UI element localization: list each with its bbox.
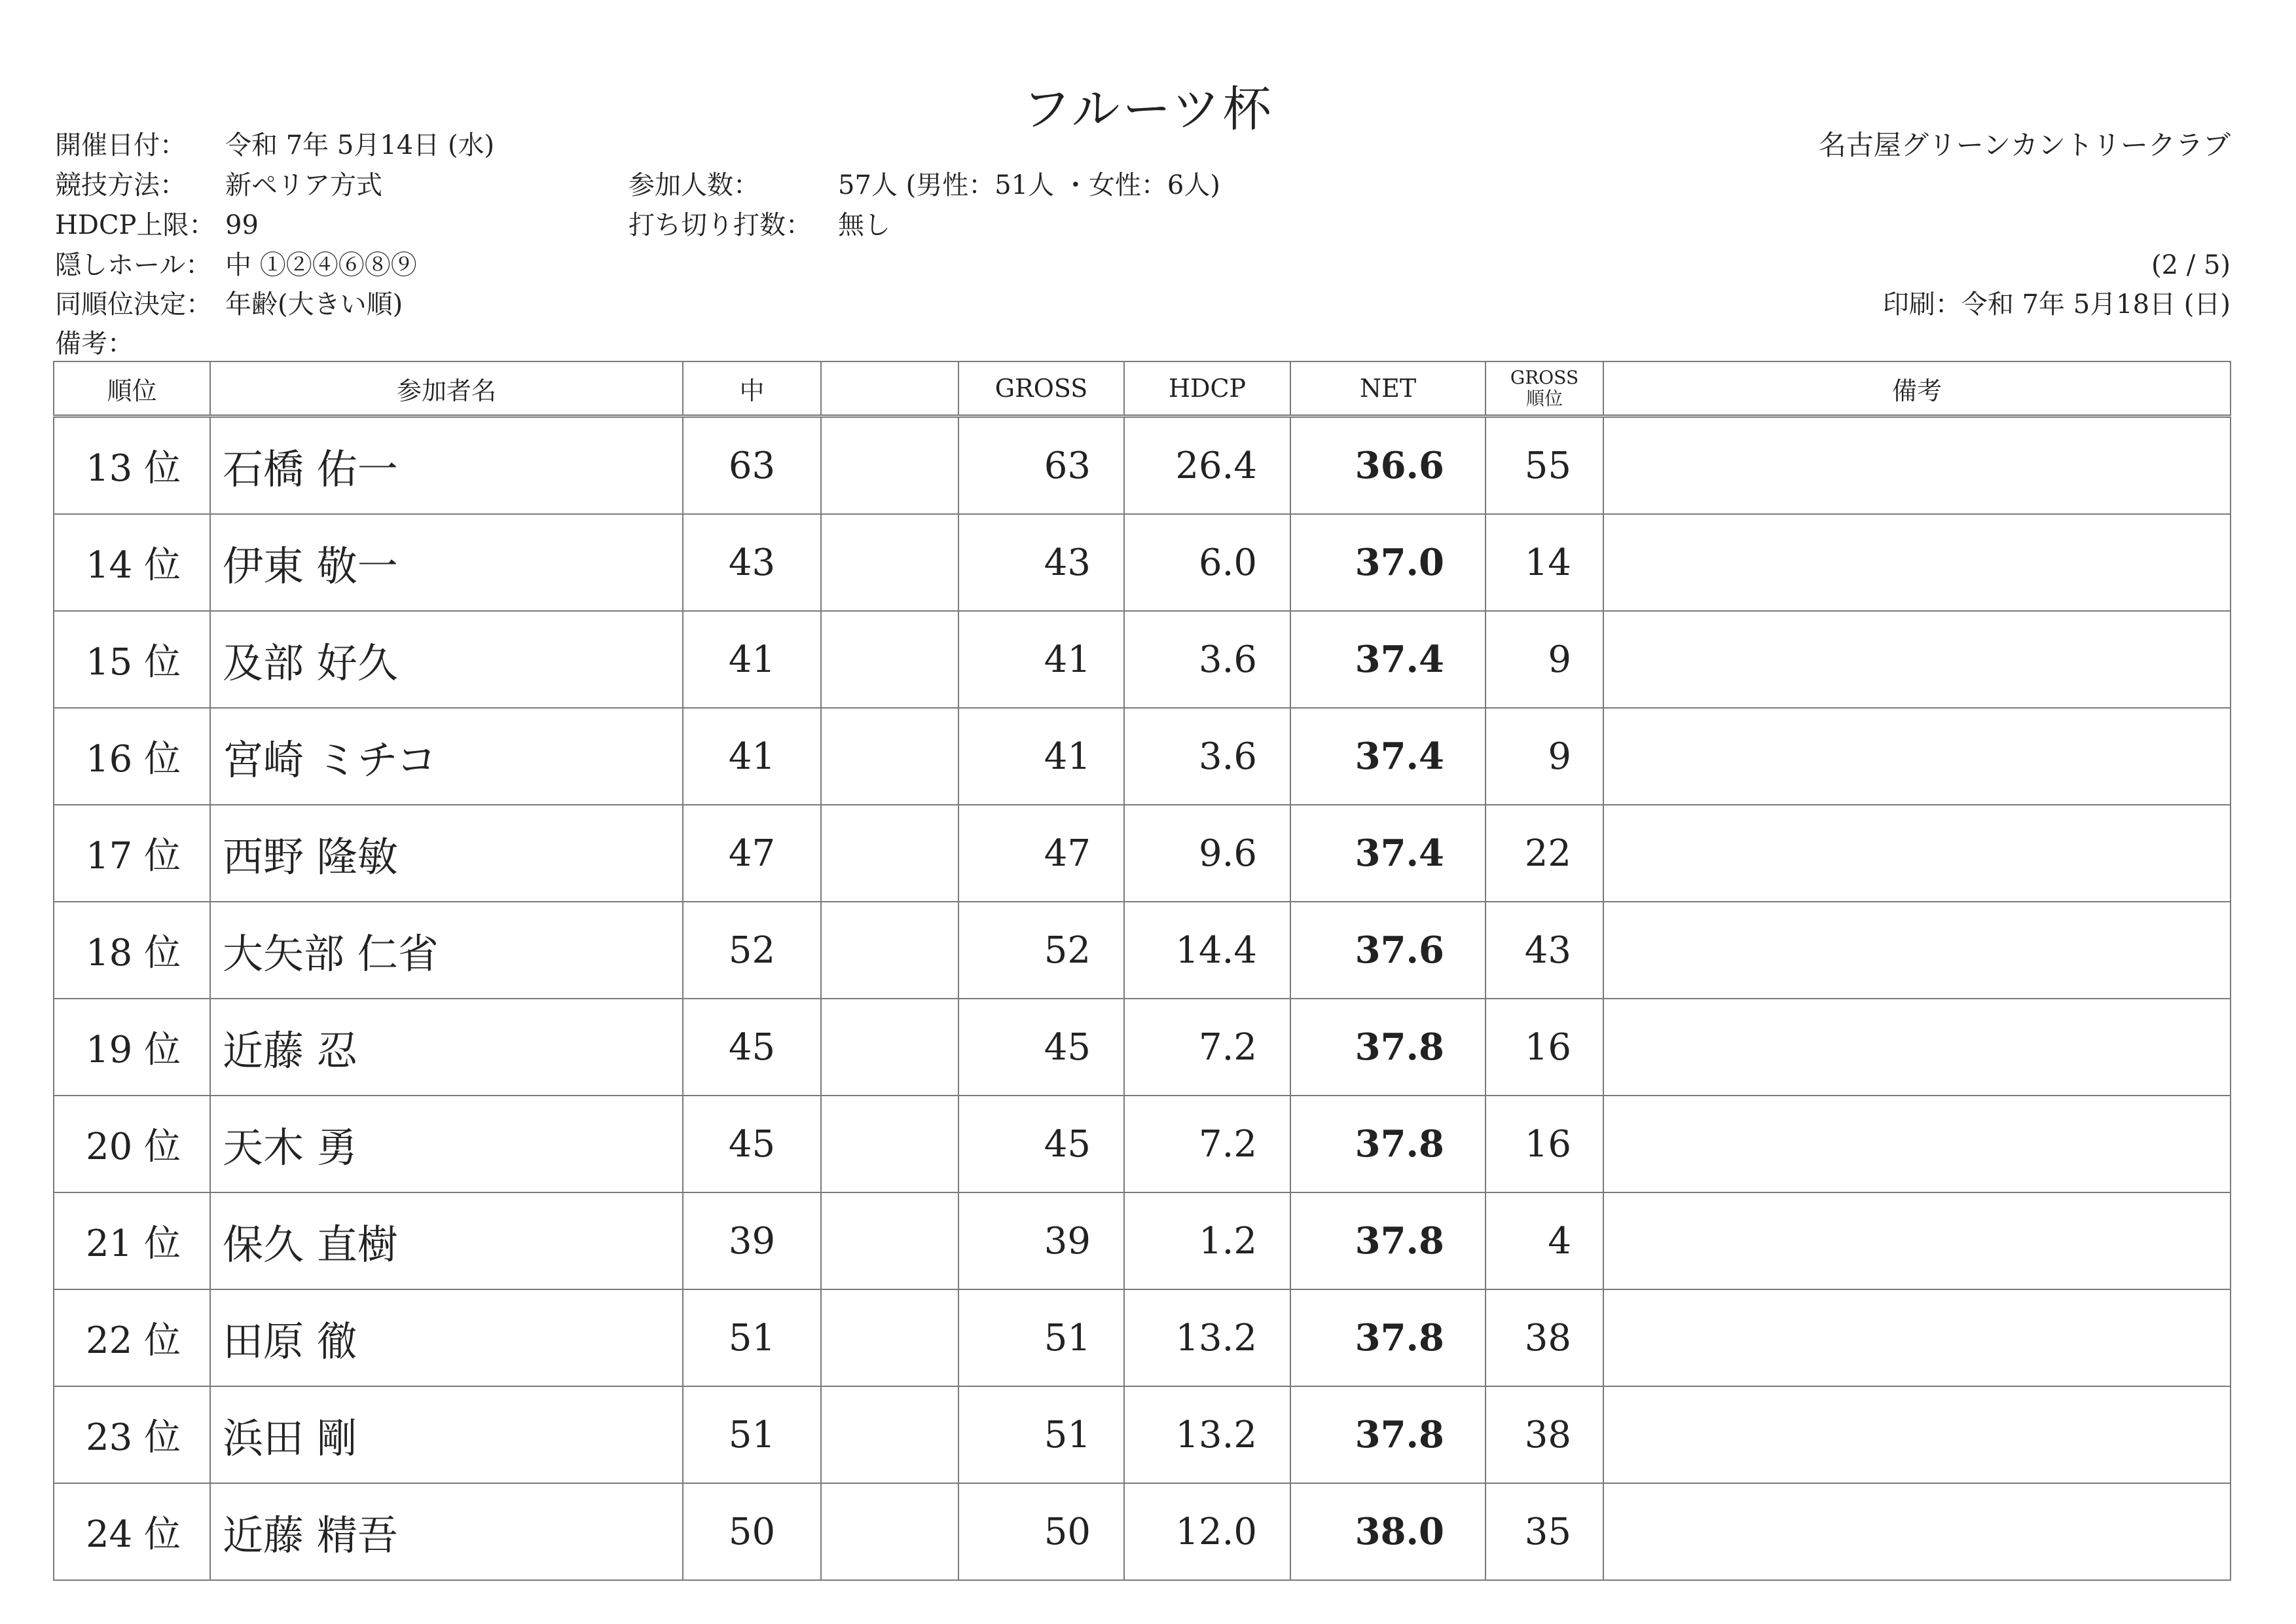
cell-gross-rank: 16	[1485, 999, 1603, 1096]
cell-remarks	[1603, 902, 2231, 999]
cell-name: 大矢部 仁省	[210, 902, 683, 999]
participants-label: 参加人数：	[629, 170, 759, 200]
hdcp-limit-label: HDCP上限：	[55, 210, 215, 240]
cell-hdcp: 7.2	[1124, 999, 1290, 1096]
cell-blank	[821, 1483, 958, 1580]
table-row	[54, 1192, 2231, 1289]
cell-net: 37.4	[1290, 611, 1485, 708]
header-name: 参加者名	[210, 361, 683, 416]
cell-hdcp: 3.6	[1124, 611, 1290, 708]
cell-rank: 23 位	[54, 1386, 210, 1483]
table-header-row	[54, 361, 2231, 416]
cell-name: 及部 好久	[210, 611, 683, 708]
cell-name: 伊東 敬一	[210, 514, 683, 611]
header-gross: GROSS	[958, 361, 1124, 416]
cell-name: 保久 直樹	[210, 1192, 683, 1289]
cell-net: 37.8	[1290, 1289, 1485, 1386]
cell-hdcp: 1.2	[1124, 1192, 1290, 1289]
cell-gross: 43	[958, 514, 1124, 611]
cell-gross: 45	[958, 999, 1124, 1096]
cell-gross: 50	[958, 1483, 1124, 1580]
cell-gross: 52	[958, 902, 1124, 999]
header-gross-rank	[1485, 361, 1603, 416]
cell-hdcp: 13.2	[1124, 1289, 1290, 1386]
hdcp-limit-value: 99	[225, 210, 259, 240]
print-date: 印刷：令和 7年 5月18日 (日)	[1882, 289, 2231, 320]
cell-naka: 51	[683, 1386, 821, 1483]
cell-remarks	[1603, 1192, 2231, 1289]
table-row	[54, 1386, 2231, 1483]
cell-blank	[821, 805, 958, 902]
cell-remarks	[1603, 611, 2231, 708]
cell-remarks	[1603, 416, 2231, 515]
cell-gross-rank: 35	[1485, 1483, 1603, 1580]
cell-hdcp: 26.4	[1124, 416, 1290, 515]
cell-gross: 39	[958, 1192, 1124, 1289]
info-tiebreak	[55, 288, 403, 321]
cell-hdcp: 6.0	[1124, 514, 1290, 611]
cell-hdcp: 7.2	[1124, 1096, 1290, 1192]
cell-net: 36.6	[1290, 416, 1485, 515]
cell-gross: 45	[958, 1096, 1124, 1192]
cell-rank: 13 位	[54, 416, 210, 515]
cell-gross: 51	[958, 1386, 1124, 1483]
cell-remarks	[1603, 999, 2231, 1096]
info-cutoff	[629, 209, 890, 242]
hidden-holes-label: 隠しホール：	[55, 250, 212, 280]
cell-naka: 47	[683, 805, 821, 902]
club-name: 名古屋グリーンカントリークラブ	[1818, 129, 2231, 161]
cell-naka: 50	[683, 1483, 821, 1580]
cell-name: 近藤 忍	[210, 999, 683, 1096]
table-row	[54, 416, 2231, 515]
method-value: 新ペリア方式	[225, 170, 382, 200]
cell-net: 37.4	[1290, 805, 1485, 902]
cell-gross-rank: 4	[1485, 1192, 1603, 1289]
cell-naka: 63	[683, 416, 821, 515]
cell-hdcp: 14.4	[1124, 902, 1290, 999]
cell-gross: 51	[958, 1289, 1124, 1386]
table-row	[54, 708, 2231, 805]
table-row	[54, 902, 2231, 999]
cell-rank: 18 位	[54, 902, 210, 999]
info-notes	[55, 327, 134, 360]
cell-rank: 16 位	[54, 708, 210, 805]
cutoff-value: 無し	[838, 210, 890, 240]
date-value: 令和 7年 5月14日 (水)	[225, 130, 495, 160]
cell-gross: 41	[958, 611, 1124, 708]
cell-hdcp: 12.0	[1124, 1483, 1290, 1580]
cell-gross-rank: 22	[1485, 805, 1603, 902]
info-hdcp	[55, 209, 259, 242]
cell-gross: 63	[958, 416, 1124, 515]
participants-value: 57人 (男性：51人 ・女性：6人)	[838, 170, 1220, 200]
method-label: 競技方法：	[55, 170, 186, 200]
cell-net: 37.8	[1290, 1192, 1485, 1289]
cell-gross: 47	[958, 805, 1124, 902]
cell-hdcp: 3.6	[1124, 708, 1290, 805]
cell-rank: 21 位	[54, 1192, 210, 1289]
cell-naka: 52	[683, 902, 821, 999]
table-row	[54, 999, 2231, 1096]
cell-name: 石橋 佑一	[210, 416, 683, 515]
cell-gross-rank: 9	[1485, 611, 1603, 708]
cell-remarks	[1603, 708, 2231, 805]
cell-net: 37.8	[1290, 999, 1485, 1096]
cell-name: 西野 隆敏	[210, 805, 683, 902]
results-table	[53, 361, 2230, 1581]
cell-naka: 43	[683, 514, 821, 611]
cell-rank: 15 位	[54, 611, 210, 708]
cell-rank: 17 位	[54, 805, 210, 902]
table-row	[54, 611, 2231, 708]
cell-blank	[821, 514, 958, 611]
cell-naka: 51	[683, 1289, 821, 1386]
cell-naka: 41	[683, 708, 821, 805]
cell-blank	[821, 1096, 958, 1192]
cell-name: 近藤 精吾	[210, 1483, 683, 1580]
info-participants	[629, 169, 1220, 202]
cell-rank: 24 位	[54, 1483, 210, 1580]
cell-gross-rank: 43	[1485, 902, 1603, 999]
page-indicator: (2 / 5)	[2151, 250, 2231, 280]
cell-net: 38.0	[1290, 1483, 1485, 1580]
cell-hdcp: 9.6	[1124, 805, 1290, 902]
header-rank: 順位	[54, 361, 210, 416]
table-row	[54, 1096, 2231, 1192]
cell-rank: 20 位	[54, 1096, 210, 1192]
cell-blank	[821, 708, 958, 805]
cell-net: 37.8	[1290, 1096, 1485, 1192]
cell-remarks	[1603, 1386, 2231, 1483]
cell-net: 37.4	[1290, 708, 1485, 805]
tiebreak-label: 同順位決定：	[55, 289, 212, 320]
cell-remarks	[1603, 514, 2231, 611]
tiebreak-value: 年齢(大きい順)	[225, 289, 403, 320]
cell-blank	[821, 1386, 958, 1483]
cell-blank	[821, 1289, 958, 1386]
cell-blank	[821, 611, 958, 708]
header-gross-rank-line1: GROSS	[1510, 367, 1579, 388]
cell-blank	[821, 1192, 958, 1289]
cell-name: 宮崎 ミチコ	[210, 708, 683, 805]
cell-remarks	[1603, 805, 2231, 902]
info-method	[55, 169, 382, 202]
info-hidden-holes	[55, 249, 417, 282]
cell-name: 浜田 剛	[210, 1386, 683, 1483]
cell-net: 37.6	[1290, 902, 1485, 999]
cell-rank: 22 位	[54, 1289, 210, 1386]
cell-naka: 39	[683, 1192, 821, 1289]
cell-net: 37.0	[1290, 514, 1485, 611]
header-hdcp: HDCP	[1124, 361, 1290, 416]
cell-naka: 41	[683, 611, 821, 708]
cell-blank	[821, 999, 958, 1096]
cell-gross-rank: 14	[1485, 514, 1603, 611]
info-date	[55, 129, 494, 162]
header-naka: 中	[683, 361, 821, 416]
cell-naka: 45	[683, 999, 821, 1096]
cell-gross: 41	[958, 708, 1124, 805]
cell-name: 田原 徹	[210, 1289, 683, 1386]
cell-gross-rank: 55	[1485, 416, 1603, 515]
table-row	[54, 1483, 2231, 1580]
cutoff-label: 打ち切り打数：	[629, 210, 812, 240]
header-gross-rank-line2: 順位	[1525, 388, 1563, 409]
cell-net: 37.8	[1290, 1386, 1485, 1483]
cell-blank	[821, 416, 958, 515]
cell-remarks	[1603, 1483, 2231, 1580]
cell-remarks	[1603, 1096, 2231, 1192]
header-blank	[821, 361, 958, 416]
cell-remarks	[1603, 1289, 2231, 1386]
cell-naka: 45	[683, 1096, 821, 1192]
table-row	[54, 805, 2231, 902]
date-label: 開催日付：	[55, 130, 186, 160]
cell-hdcp: 13.2	[1124, 1386, 1290, 1483]
cell-gross-rank: 16	[1485, 1096, 1603, 1192]
cell-gross-rank: 38	[1485, 1289, 1603, 1386]
cell-gross-rank: 38	[1485, 1386, 1603, 1483]
cell-blank	[821, 902, 958, 999]
header-remarks: 備考	[1603, 361, 2231, 416]
cell-name: 天木 勇	[210, 1096, 683, 1192]
cell-rank: 14 位	[54, 514, 210, 611]
notes-label: 備考：	[55, 329, 134, 359]
cell-rank: 19 位	[54, 999, 210, 1096]
hidden-holes-value: 中 ①②④⑥⑧⑨	[225, 250, 417, 280]
cell-gross-rank: 9	[1485, 708, 1603, 805]
header-net: NET	[1290, 361, 1485, 416]
table-row	[54, 1289, 2231, 1386]
table-row	[54, 514, 2231, 611]
document-title: フルーツ杯	[1022, 81, 1274, 138]
